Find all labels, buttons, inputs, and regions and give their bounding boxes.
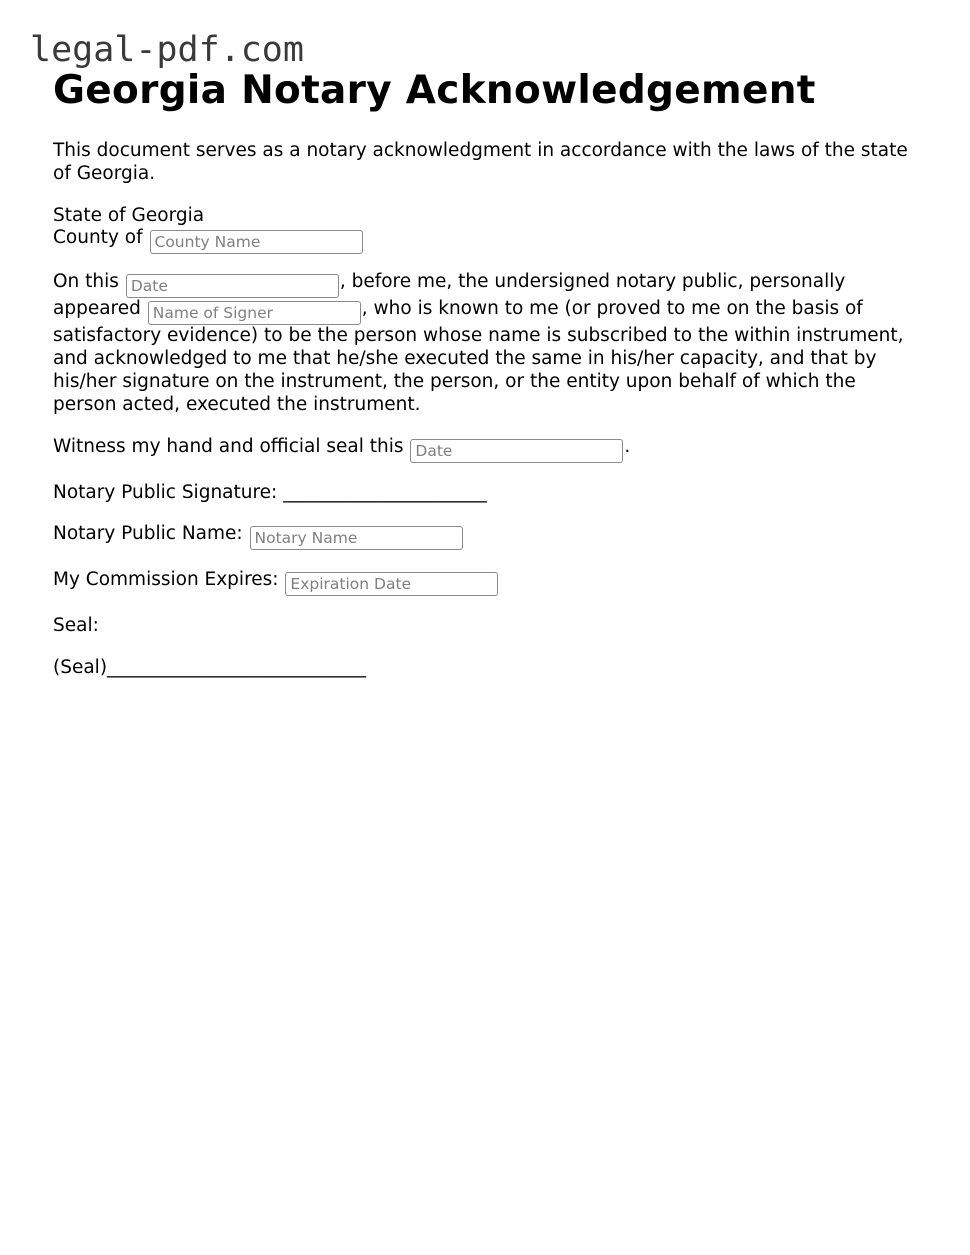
signature-blank: ______________________	[283, 481, 487, 503]
acknowledgment-date-input[interactable]	[126, 274, 339, 298]
seal-line: (Seal)____________________________	[53, 657, 367, 679]
commission-expiration-input[interactable]	[285, 572, 498, 596]
witness-label: Witness my hand and official seal this	[53, 435, 404, 457]
on-this-label: On this	[53, 271, 119, 293]
document-body	[53, 66, 913, 680]
watermark-logo: legal-pdf.com	[30, 30, 304, 70]
appeared-label: appeared	[53, 298, 141, 320]
signature-line	[53, 482, 913, 505]
state-line: State of Georgia	[53, 204, 205, 226]
before-me-text: , before me, the undersigned notary public, personally	[339, 271, 846, 293]
intro-paragraph: This document serves as a notary acknowledgment in accordance with the laws of the state of Georgia.	[53, 140, 908, 184]
county-label: County of	[53, 227, 143, 249]
notary-name-input[interactable]	[250, 526, 463, 550]
signature-label: Notary Public Signature:	[53, 481, 278, 503]
county-line	[53, 227, 913, 254]
document-title: Georgia Notary Acknowledgement	[53, 68, 816, 113]
signer-name-input[interactable]	[148, 301, 361, 325]
seal-label: Seal:	[53, 615, 99, 637]
county-name-input[interactable]	[150, 230, 363, 254]
notary-name-label: Notary Public Name:	[53, 523, 243, 545]
witness-date-input[interactable]	[410, 439, 623, 463]
notary-name-line	[53, 523, 913, 550]
commission-line	[53, 569, 913, 596]
witness-line	[53, 436, 913, 463]
venue-block	[53, 205, 913, 255]
acknowledgment-text: , who is known to me (or proved to me on the basis of satisfactory evidence) to be the person whose name is subscribed to the within instrument, and acknowledged to me that he/she executed the same in his/her capacity, and that by his/her signature on the instrument, the person, or the entity upon behalf of which the person acted, executed the instrument.	[53, 298, 904, 415]
acknowledgment-paragraph	[53, 271, 913, 416]
witness-end: .	[624, 435, 631, 457]
commission-label: My Commission Expires:	[53, 569, 279, 591]
